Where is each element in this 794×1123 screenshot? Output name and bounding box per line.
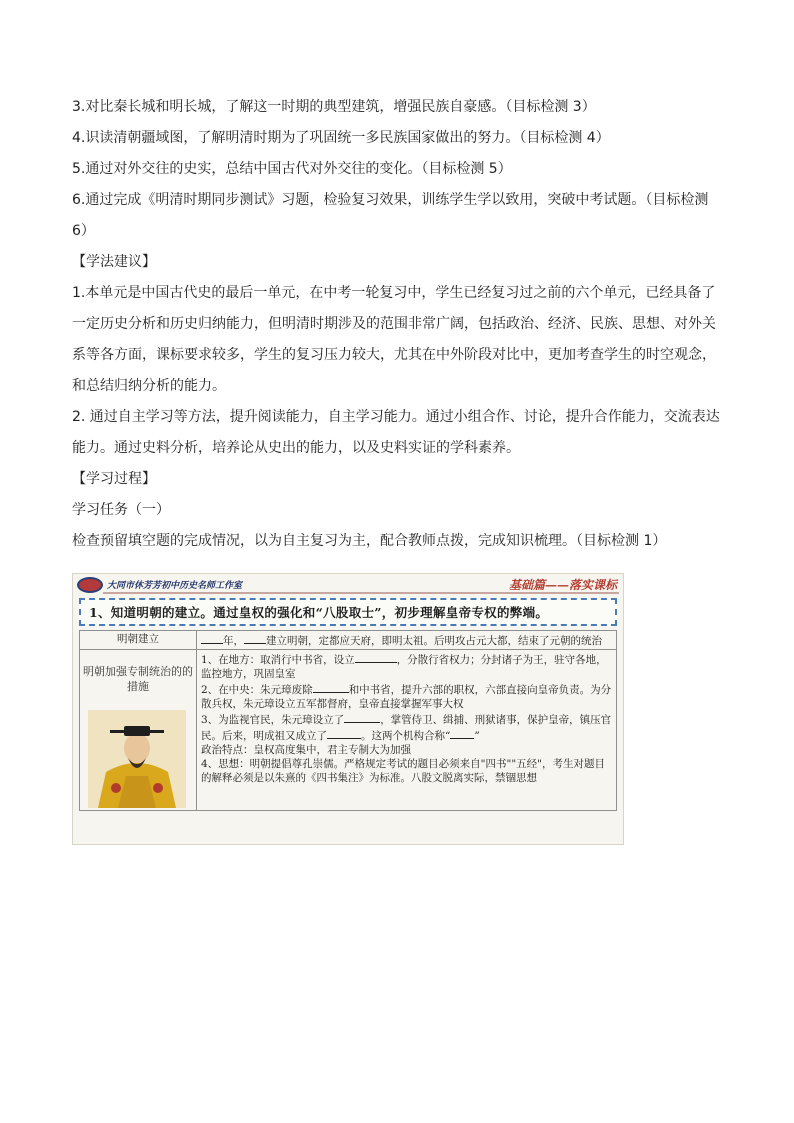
table-row xyxy=(80,631,617,650)
row-label-autocracy-measures: 明朝加强专制统治的的措施 xyxy=(80,650,197,811)
knowledge-table xyxy=(79,630,617,811)
study-advice-paragraph-2: 2. 通过自主学习等方法，提升阅读能力，自主学习能力。通过小组合作、讨论，提升合作能力，交流表达能力。通过史料分析，培养论从史出的能力，以及史料实证的学科素养。 xyxy=(72,409,720,456)
table-row xyxy=(80,650,617,811)
fill-blank[interactable] xyxy=(450,727,474,739)
fill-blank[interactable] xyxy=(313,681,349,693)
slide-header xyxy=(73,574,623,594)
fill-blank[interactable] xyxy=(344,711,380,723)
studio-logo-icon xyxy=(77,577,103,593)
studio-name: 大同市休芳芳初中历史名师工作室 xyxy=(107,581,243,591)
fill-blank[interactable] xyxy=(244,632,266,644)
header-divider xyxy=(103,592,619,594)
study-advice-heading: 【学法建议】 xyxy=(72,254,156,270)
emperor-portrait-icon xyxy=(88,710,186,808)
objective-banner: 1、知道明朝的建立。通过皇权的强化和“八股取士”，初步理解皇帝专权的弊端。 xyxy=(79,598,617,626)
slide-image xyxy=(72,573,624,845)
goal-4: 4.识读清朝疆域图，了解明清时期为了巩固统一多民族国家做出的努力。（目标检测 4） xyxy=(72,130,610,146)
fill-blank[interactable] xyxy=(327,727,361,739)
goal-5: 5.通过对外交往的史实，总结中国古代对外交往的变化。（目标检测 5） xyxy=(72,161,512,177)
row-content-ming-founding: 年， 建立明朝，定都应天府，即明太祖。后明攻占元大都，结束了元朝的统治 xyxy=(197,631,617,650)
row-content-autocracy-measures: 1、在地方：取消行中书省，设立 ，分散行省权力；分封诸子为王，驻守各地，监控地方，巩固皇室 2、在中央：朱元璋废除 和中书省，提升六部的职权，六部直接向皇帝负责。为分散兵权，朱元璋设立五军都督府，皇帝直接掌握军事大权 3、为监视官民，朱元璋设立了 ，掌管侍卫、缉捕、刑狱诸事，保护皇帝，镇压官民。后来，明成祖又成立了 。这两个机构合称“ ” 政治特点：皇权高度集中，君主专制大为加强 4、思想：明朝提倡尊孔崇儒。严格规定考试的题目必须来自"四书""五经"，考生对题目的解释必须是以朱熹的《四书集注》为标准。八股文脱离实际，禁锢思想 xyxy=(197,650,617,811)
document-body xyxy=(72,92,722,557)
slide-level-title: 基础篇——落实课标 xyxy=(508,578,617,592)
row-label-ming-founding: 明朝建立 xyxy=(80,631,197,650)
learning-process-heading: 【学习过程】 xyxy=(72,471,156,487)
goal-3: 3.对比秦长城和明长城，了解这一时期的典型建筑，增强民族自豪感。（目标检测 3） xyxy=(72,99,596,115)
goal-6: 6.通过完成《明清时期同步测试》习题，检验复习效果，训练学生学以致用，突破中考试题。（目标检测 6） xyxy=(72,192,709,239)
learning-task-title: 学习任务（一） xyxy=(72,502,170,518)
fill-blank[interactable] xyxy=(355,651,397,663)
learning-task-instruction: 检查预留填空题的完成情况，以为自主复习为主，配合教师点拨，完成知识梳理。（目标检测 1） xyxy=(72,533,667,549)
study-advice-paragraph-1: 1.本单元是中国古代史的最后一单元，在中考一轮复习中，学生已经复习过之前的六个单元，已经具备了一定历史分析和历史归纳能力，但明清时期涉及的范围非常广阔，包括政治、经济、民族、思想、对外关系等各方面，课标要求较多，学生的复习压力较大，尤其在中外阶段对比中，更加考查学生的时空观念，和总结归纳分析的能力。 xyxy=(72,285,716,394)
fill-blank[interactable] xyxy=(201,632,223,644)
